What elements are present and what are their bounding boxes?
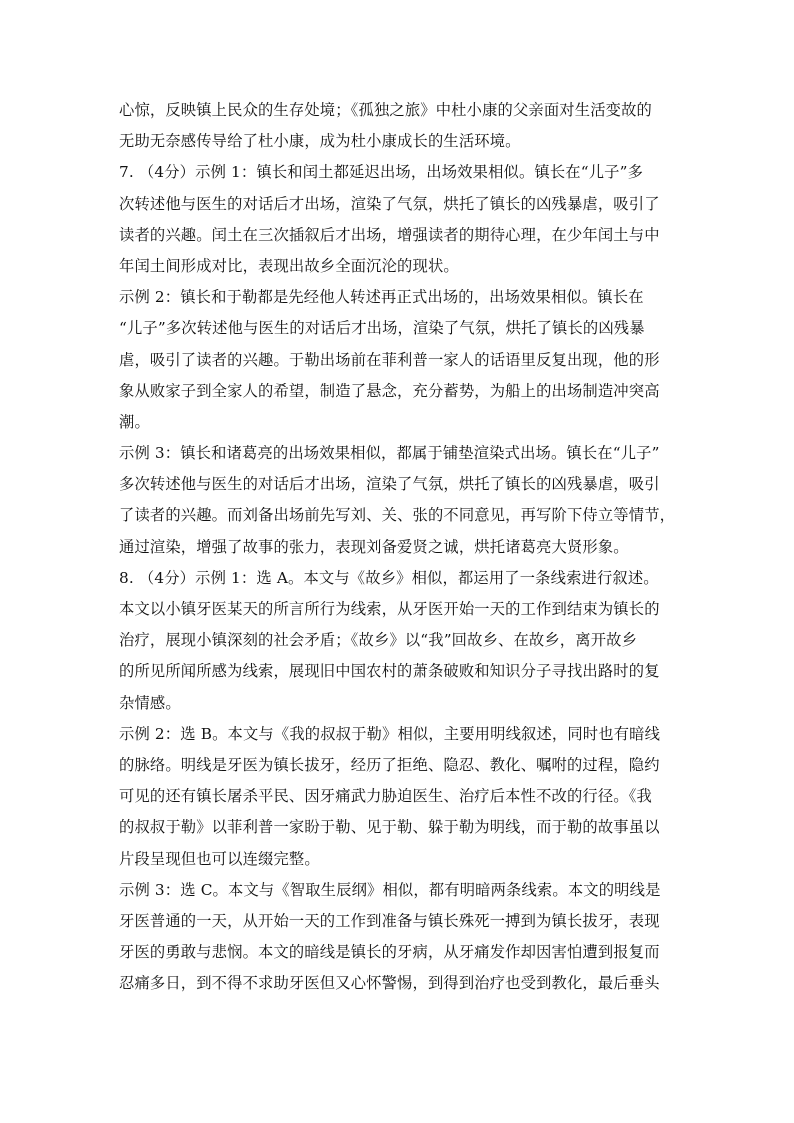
text-line: 可见的还有镇长屠杀平民、因牙痛武力胁迫医生、治疗后本性不改的行径。《我 [119, 787, 652, 806]
text-line: 虐，吸引了读者的兴趣。于勒出场前在菲利普一家人的话语里反复出现，他的形 [119, 350, 660, 369]
text-line: 示例 3：镇长和诸葛亮的出场效果相似，都属于铺垫渲染式出场。镇长在“儿子” [119, 444, 660, 463]
text-line: 心惊，反映镇上民众的生存处境；《孤独之旅》中杜小康的父亲面对生活变故的 [119, 101, 652, 119]
text-line: 年闰土间形成对比，表现出故乡全面沉沦的现状。 [119, 256, 459, 275]
text-line: “儿子”多次转述他与医生的对话后才出场，渲染了气氛，烘托了镇长的凶残暴 [119, 319, 645, 338]
text-line: 本文以小镇牙医某天的所言所行为线索，从牙医开始一天的工作到结束为镇长的 [119, 600, 660, 618]
text-line: 片段呈现但也可以连缀完整。 [119, 849, 320, 868]
document-page [119, 95, 679, 999]
text-line: 示例 2：选 B。本文与《我的叔叔于勒》相似，主要用明线叙述，同时也有暗线 [119, 724, 661, 743]
text-line: 象从败家子到全家人的希望，制造了悬念，充分蓄势，为船上的出场制造冲突高 [119, 381, 660, 400]
text-line: 无助无奈感传导给了杜小康，成为杜小康成长的生活环境。 [119, 132, 521, 151]
text-line: 的叔叔于勒》以菲利普一家盼于勒、见于勒、躲于勒为明线，而于勒的故事虽以 [119, 818, 660, 837]
text-line: 通过渲染，增强了故事的张力，表现刘备爱贤之诚，烘托诸葛亮大贤形象。 [119, 537, 629, 556]
text-line: 多次转述他与医生的对话后才出场，渲染了气氛，烘托了镇长的凶残暴虐，吸引 [119, 475, 660, 494]
text-line: 读者的兴趣。闰土在三次插叙后才出场，增强读者的期待心理，在少年闰土与中 [119, 225, 660, 244]
text-line: 8. （4分）示例 1：选 A。本文与《故乡》相似，都运用了一条线索进行叙述。 [119, 568, 659, 587]
text-line: 忍痛多日，到不得不求助牙医但又心怀警惕，到得到治疗也受到教化，最后垂头 [119, 974, 660, 993]
text-line: 潮。 [119, 412, 150, 431]
text-line: 7. （4分）示例 1：镇长和闰土都延迟出场，出场效果相似。镇长在“儿子”多 [119, 163, 644, 182]
text-line: 牙医的勇敢与悲悯。本文的暗线是镇长的牙病，从牙痛发作却因害怕遭到报复而 [119, 943, 660, 962]
text-line: 的所见所闻所感为线索，展现旧中国农村的萧条破败和知识分子寻找出路时的复 [119, 662, 660, 681]
text-line: 了读者的兴趣。而刘备出场前先写刘、关、张的不同意见，再写阶下侍立等情节， [119, 506, 676, 525]
text-line: 次转述他与医生的对话后才出场，渲染了气氛，烘托了镇长的凶残暴虐，吸引了 [119, 194, 660, 213]
text-line: 治疗，展现小镇深刻的社会矛盾；《故乡》以“我”回故乡、在故乡，离开故乡 [119, 631, 638, 650]
text-line: 杂情感。 [119, 693, 181, 712]
text-line: 示例 2：镇长和于勒都是先经他人转述再正式出场的，出场效果相似。镇长在 [119, 288, 644, 307]
text-line: 牙医普通的一天，从开始一天的工作到准备与镇长殊死一搏到为镇长拔牙，表现 [119, 911, 660, 930]
text-line: 示例 3：选 C。本文与《智取生辰纲》相似，都有明暗两条线索。本文的明线是 [119, 880, 661, 899]
text-line: 的脉络。明线是牙医为镇长拔牙，经历了拒绝、隐忍、教化、嘱咐的过程，隐约 [119, 755, 660, 774]
